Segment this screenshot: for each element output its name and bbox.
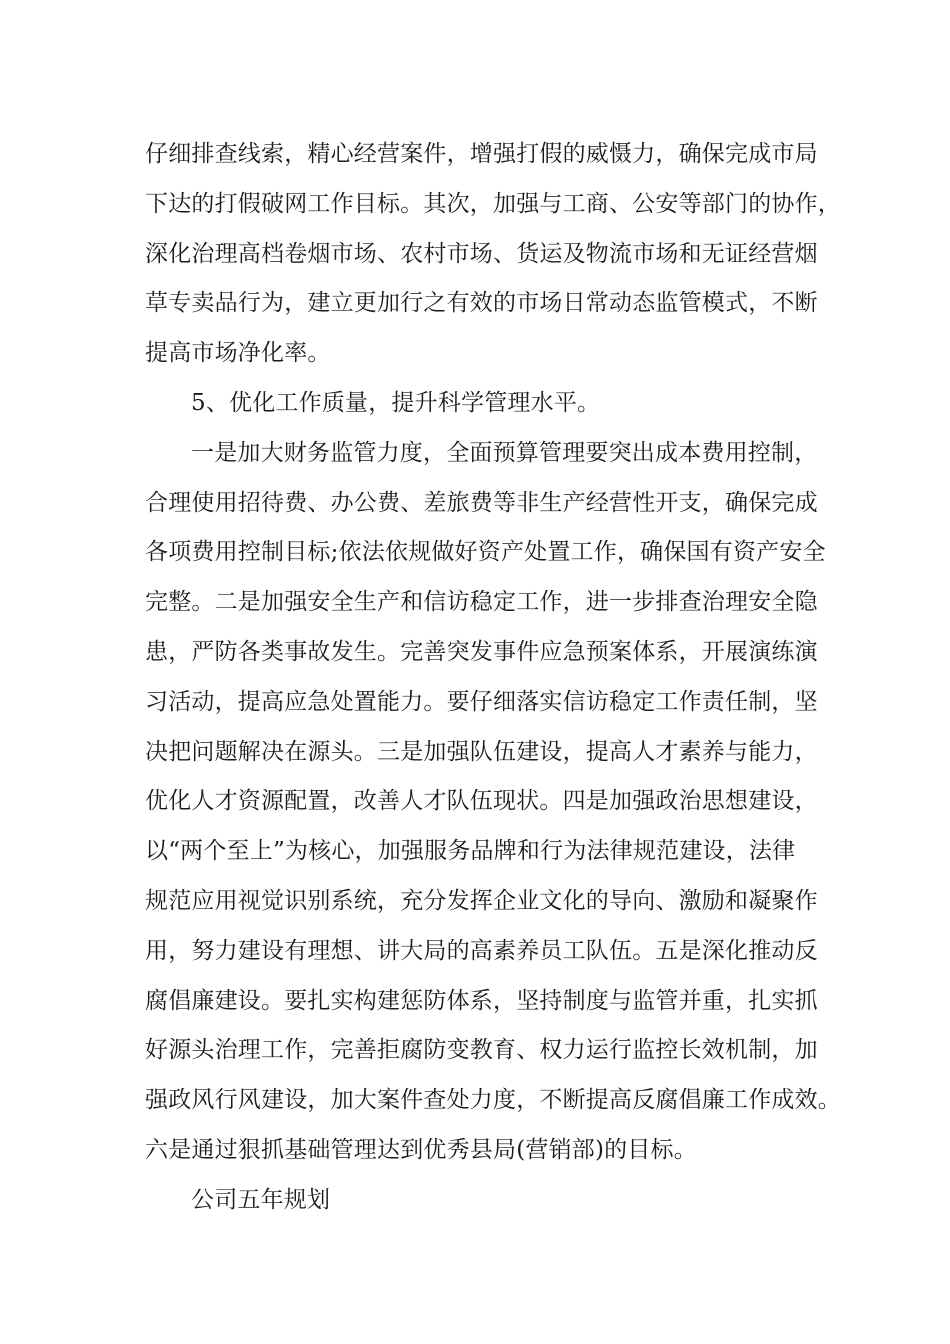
- text-line: 规范应用视觉识别系统，充分发挥企业文化的导向、激励和凝聚作: [145, 887, 818, 914]
- section-heading-5: [145, 379, 835, 429]
- text-line: 下达的打假破网工作目标。其次，加强与工商、公安等部门的协作，: [145, 190, 841, 217]
- section-heading-text: 公司五年规划: [191, 1186, 331, 1213]
- text-line: 习活动，提高应急处置能力。要仔细落实信访稳定工作责任制，坚: [145, 688, 818, 715]
- document-page: [145, 130, 841, 1226]
- paragraph-management: [145, 429, 841, 1176]
- text-line: 合理使用招待费、办公费、差旅费等非生产经营性开支，确保完成: [145, 489, 818, 516]
- text-line: 以“两个至上”为核心，加强服务品牌和行为法律规范建设，法律: [145, 838, 796, 865]
- section-heading-text: 5、优化工作质量，提升科学管理水平。: [191, 389, 601, 416]
- text-line: 深化治理高档卷烟市场、农村市场、货运及物流市场和无证经营烟: [145, 240, 818, 267]
- text-line: 强政风行风建设，加大案件查处力度，不断提高反腐倡廉工作成效。: [145, 1087, 841, 1114]
- text-line: 草专卖品行为，建立更加行之有效的市场日常动态监管模式，不断: [145, 290, 818, 317]
- text-line: 腐倡廉建设。要扎实构建惩防体系，坚持制度与监管并重，扎实抓: [145, 987, 818, 1014]
- text-line: 决把问题解决在源头。三是加强队伍建设，提高人才素养与能力，: [145, 738, 818, 765]
- text-line: 患，严防各类事故发生。完善突发事件应急预案体系，开展演练演: [145, 638, 818, 665]
- text-line: 提高市场净化率。: [145, 340, 331, 367]
- text-line: 优化人才资源配置，改善人才队伍现状。四是加强政治思想建设，: [145, 788, 818, 815]
- text-line: 一是加大财务监管力度，全面预算管理要突出成本费用控制，: [191, 439, 818, 466]
- text-line: 仔细排查线索，精心经营案件，增强打假的威慑力，确保完成市局: [145, 141, 818, 167]
- text-line: 六是通过狠抓基础管理达到优秀县局(营销部)的目标。: [145, 1136, 697, 1163]
- paragraph-enforcement: [145, 130, 841, 379]
- text-line: 完整。二是加强安全生产和信访稳定工作，进一步排查治理安全隐: [145, 589, 818, 616]
- text-line: 用，努力建设有理想、讲大局的高素养员工队伍。五是深化推动反: [145, 937, 818, 964]
- section-heading-five-year-plan: [145, 1176, 835, 1226]
- text-line: 好源头治理工作，完善拒腐防变教育、权力运行监控长效机制，加: [145, 1037, 818, 1064]
- text-line: 各项费用控制目标;依法依规做好资产处置工作，确保国有资产安全: [145, 539, 826, 566]
